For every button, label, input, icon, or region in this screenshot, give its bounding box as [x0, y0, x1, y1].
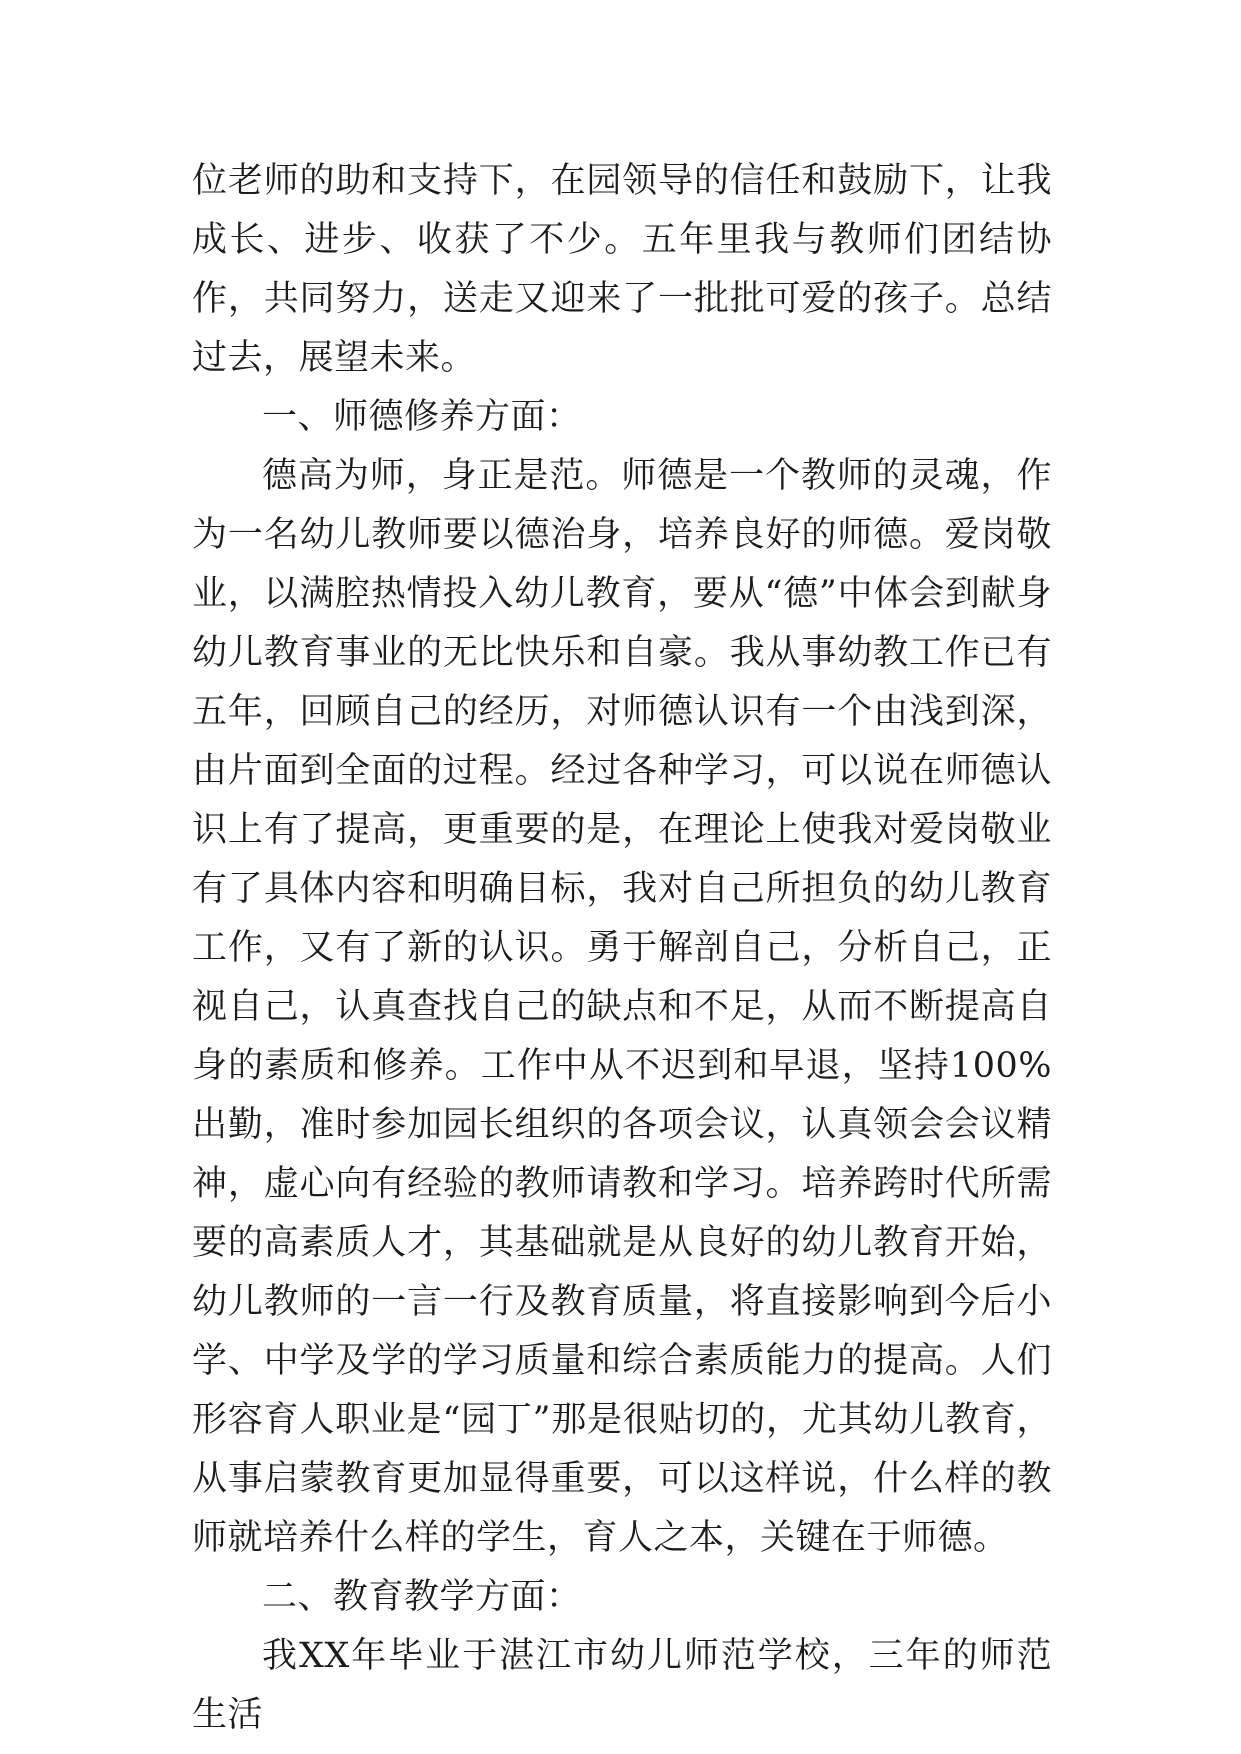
document-body — [192, 152, 1052, 1745]
section-heading-2: 二、教育教学方面： — [262, 1577, 582, 1617]
paragraph-section-2-body: 我XX年毕业于湛江市幼儿师范学校，三年的师范生活 — [192, 1636, 1052, 1735]
paragraph-section-1-body: 德高为师，身正是范。师德是一个教师的灵魂，作为一名幼儿教师要以德治身，培养良好的师德。爱岗敬业，以满腔热情投入幼儿教育，要从“德”中体会到献身幼儿教育事业的无比快乐和自豪。我从事幼教工作已有五年，回顾自己的经历，对师德认识有一个由浅到深，由片面到全面的过程。经过各种学习，可以说在师德认识上有了提高，更重要的是，在理论上使我对爱岗敬业有了具体内容和明确目标，我对自己所担负的幼儿教育工作，又有了新的认识。勇于解剖自己，分析自己，正视自己，认真查找自己的缺点和不足，从而不断提高自身的素质和修养。工作中从不迟到和早退，坚持100%出勤，准时参加园长组织的各项会议，认真领会会议精神，虚心向有经验的教师请教和学习。培养跨时代所需要的高素质人才，其基础就是从良好的幼儿教育开始，幼儿教师的一言一行及教育质量，将直接影响到今后小学、中学及学的学习质量和综合素质能力的提高。人们形容育人职业是“园丁”那是很贴切的，尤其幼儿教育，从事启蒙教育更加显得重要，可以这样说，什么样的教师就培养什么样的学生，育人之本，关键在于师德。 — [192, 456, 1052, 1558]
paragraph-intro-continuation: 位老师的助和支持下，在园领导的信任和鼓励下，让我成长、进步、收获了不少。五年里我与教师们团结协作，共同努力，送走又迎来了一批批可爱的孩子。总结过去，展望未来。 — [192, 161, 1052, 378]
section-heading-1: 一、师德修养方面： — [262, 397, 582, 437]
